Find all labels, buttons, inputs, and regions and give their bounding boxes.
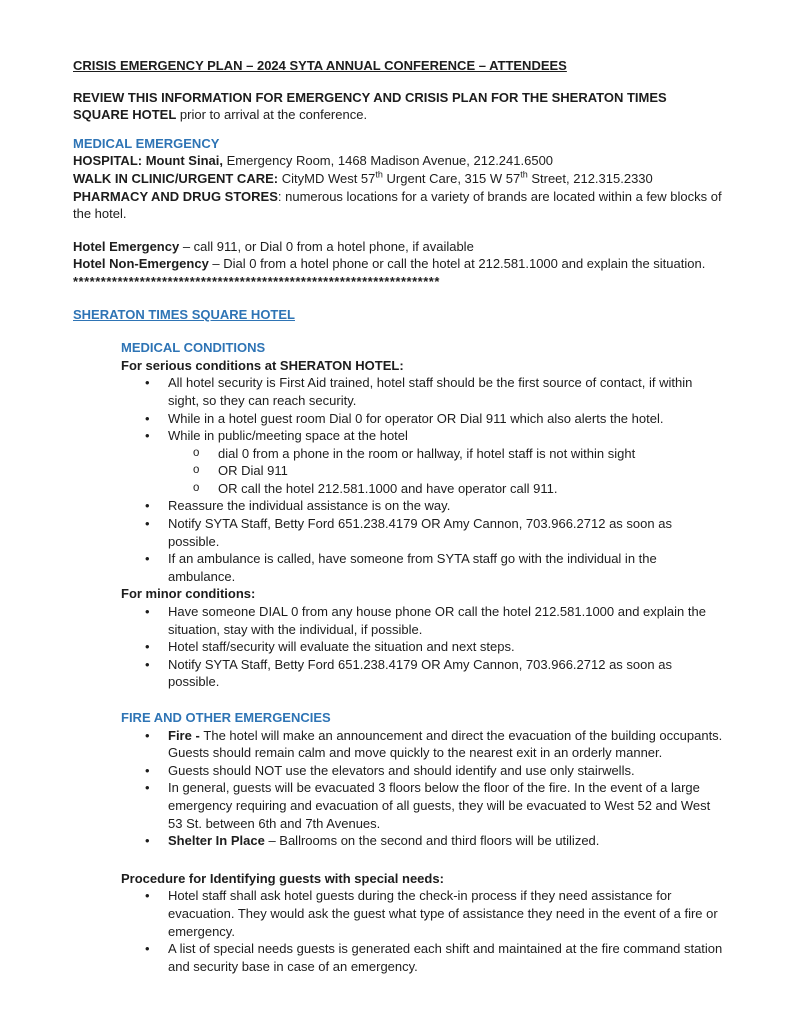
asterisk-divider: ******************************************************************	[73, 273, 440, 289]
bullet-icon: •	[145, 941, 150, 957]
list-item	[145, 638, 723, 656]
sub-list-item-text: dial 0 from a phone in the room or hallway, if hotel staff is not within sight	[218, 445, 636, 461]
bullet-icon: •	[145, 888, 150, 904]
bullet-icon: •	[145, 833, 150, 849]
shelter-in-place-detail: – Ballrooms on the second and third floors will be utilized.	[264, 833, 600, 849]
clinic-detail-part: Street, 212.315.2330	[527, 170, 653, 186]
list-item-text: All hotel security is First Aid trained, hotel staff should be the first source of contact, if within sight, so they can reach security.	[168, 375, 693, 408]
fire-detail: Guests should NOT use the elevators and should identify and use only stairwells.	[168, 762, 635, 778]
hospital-line	[73, 152, 723, 170]
list-item	[145, 427, 723, 445]
hotel-non-emergency-line	[73, 255, 723, 273]
bullet-icon: •	[145, 604, 150, 620]
list-item-text	[168, 779, 723, 832]
clinic-line	[73, 170, 723, 188]
fire-emergencies-heading: FIRE AND OTHER EMERGENCIES	[121, 710, 331, 725]
medical-emergency-section	[73, 135, 723, 223]
bullet-icon: •	[145, 498, 150, 514]
pharmacy-detail: : numerous locations for a variety of brands are located within a few blocks of the hotel.	[73, 188, 722, 222]
bullet-icon: •	[145, 375, 150, 391]
bullet-icon: •	[145, 780, 150, 796]
list-item	[145, 515, 723, 550]
shelter-in-place-label: Shelter In Place	[168, 833, 265, 849]
sheraton-hotel-link[interactable]: SHERATON TIMES SQUARE HOTEL	[73, 306, 295, 322]
sheraton-heading-line	[73, 306, 723, 324]
minor-conditions-label: For minor conditions:	[121, 586, 256, 602]
clinic-detail-part: CityMD West 57	[278, 170, 376, 186]
pharmacy-label: PHARMACY AND DRUG STORES	[73, 188, 278, 204]
ordinal-superscript: th	[375, 169, 383, 180]
document-title: CRISIS EMERGENCY PLAN – 2024 SYTA ANNUAL CONFERENCE – ATTENDEES	[73, 58, 567, 73]
sub-bullet-icon: o	[193, 481, 200, 494]
bullet-icon: •	[145, 551, 150, 567]
list-item	[145, 727, 723, 762]
bullet-icon: •	[145, 516, 150, 532]
sub-list-item-text: OR call the hotel 212.581.1000 and have operator call 911.	[218, 480, 558, 496]
sub-bullet-icon: o	[193, 464, 200, 477]
intro-bold-text: REVIEW THIS INFORMATION FOR EMERGENCY AND CRISIS PLAN FOR THE SHERATON TIMES SQUARE HOTEL	[73, 89, 667, 123]
medical-conditions-section	[121, 339, 723, 691]
bullet-icon: •	[145, 639, 150, 655]
special-needs-section	[121, 870, 723, 976]
intro-rest-text: prior to arrival at the conference.	[176, 107, 368, 123]
serious-conditions-label: For serious conditions at SHERATON HOTEL:	[121, 357, 404, 373]
fire-detail: In general, guests will be evacuated 3 floors below the floor of the fire. In the event of a large emergency requiring and evacuation of all guests, they will be evacuated to West 52 and West 53 St. between 6th and 7th Avenues.	[168, 780, 711, 831]
list-item	[145, 762, 723, 780]
hotel-non-emergency-label: Hotel Non-Emergency	[73, 256, 209, 272]
hospital-detail: Emergency Room, 1468 Madison Avenue, 212.241.6500	[222, 153, 554, 169]
list-item	[145, 550, 723, 585]
hospital-label: HOSPITAL: Mount Sinai,	[73, 153, 223, 169]
fire-detail: The hotel will make an announcement and direct the evacuation of the building occupants. Guests should remain calm and move quickly to the nearest exit in an orderly manner.	[168, 727, 723, 761]
list-item-text: Hotel staff/security will evaluate the situation and next steps.	[168, 639, 515, 655]
list-item	[145, 832, 723, 850]
sub-bullet-icon: o	[193, 446, 200, 459]
clinic-label: WALK IN CLINIC/URGENT CARE:	[73, 170, 279, 186]
hotel-emergency-line	[73, 238, 723, 256]
bullet-icon: •	[145, 428, 150, 444]
intro-paragraph	[73, 89, 723, 124]
hotel-emergency-label: Hotel Emergency	[73, 238, 180, 254]
pharmacy-line	[73, 188, 723, 223]
medical-conditions-heading: MEDICAL CONDITIONS	[121, 340, 266, 356]
bullet-icon: •	[145, 410, 150, 426]
clinic-detail-part: Urgent Care, 315 W 57	[382, 170, 521, 186]
hotel-contact-section	[73, 238, 723, 291]
special-needs-label: Procedure for Identifying guests with special needs:	[121, 870, 444, 886]
list-item-text: While in public/meeting space at the hotel	[168, 428, 408, 444]
list-item-text	[168, 832, 723, 850]
medical-emergency-heading: MEDICAL EMERGENCY	[73, 135, 220, 151]
sub-list-item	[193, 462, 723, 480]
bullet-icon: •	[145, 656, 150, 672]
list-item-text: Notify SYTA Staff, Betty Ford 651.238.4179 OR Amy Cannon, 703.966.2712 as soon as possible.	[168, 516, 672, 549]
list-item-text: Hotel staff shall ask hotel guests during the check-in process if they need assistance for evacuation. They would ask the guest what type of assistance they need in the event of a fire or emergency.	[168, 888, 718, 939]
list-item	[145, 940, 723, 975]
list-item	[145, 603, 723, 638]
list-item-text: While in a hotel guest room Dial 0 for operator OR Dial 911 which also alerts the hotel.	[168, 410, 664, 426]
list-item	[145, 374, 723, 409]
ordinal-superscript: th	[520, 169, 528, 180]
fire-label: Fire -	[168, 727, 204, 743]
hotel-emergency-detail: – call 911, or Dial 0 from a hotel phone, if available	[179, 238, 474, 254]
sub-list-item-text: OR Dial 911	[218, 463, 288, 479]
sub-list-item	[193, 480, 723, 498]
list-item-text	[168, 727, 723, 762]
list-item	[145, 779, 723, 832]
list-item-text	[168, 762, 723, 780]
list-item-text: Have someone DIAL 0 from any house phone OR call the hotel 212.581.1000 and explain the situation, stay with the individual, if possible.	[168, 604, 706, 637]
list-item	[145, 497, 723, 515]
bullet-icon: •	[145, 762, 150, 778]
list-item-text: If an ambulance is called, have someone from SYTA staff go with the individual in the ambulance.	[168, 551, 657, 584]
list-item	[145, 656, 723, 691]
list-item	[145, 887, 723, 940]
list-item-text: A list of special needs guests is generated each shift and maintained at the fire command station and security base in case of an emergency.	[168, 941, 723, 974]
bullet-icon: •	[145, 727, 150, 743]
sub-list-item	[193, 445, 723, 463]
list-item-text: Reassure the individual assistance is on the way.	[168, 498, 451, 514]
fire-emergencies-section	[121, 709, 723, 850]
list-item	[145, 410, 723, 428]
list-item-text: Notify SYTA Staff, Betty Ford 651.238.4179 OR Amy Cannon, 703.966.2712 as soon as possible.	[168, 656, 672, 690]
hotel-non-emergency-detail: – Dial 0 from a hotel phone or call the hotel at 212.581.1000 and explain the situation.	[208, 256, 706, 272]
